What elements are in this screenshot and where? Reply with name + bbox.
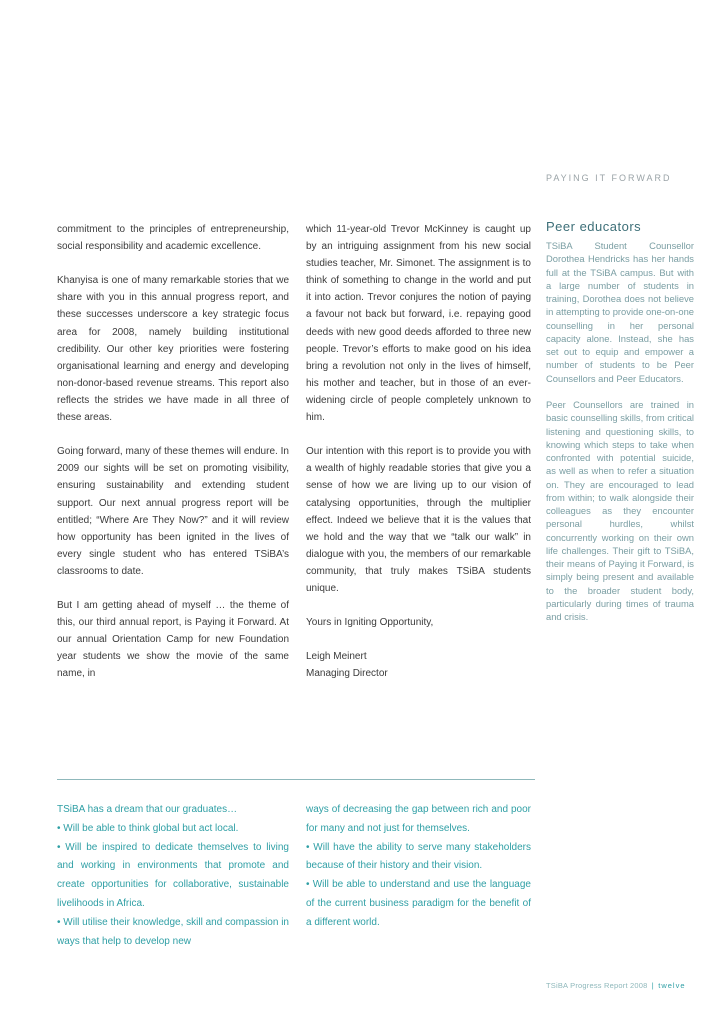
sidebar-paragraph: TSiBA Student Counsellor Dorothea Hendricks has her hands full at the TSiBA campus. But with a large number of students in training, Dorothea does not believe in attempting to provide one-on-one counselling in her personal capacity alone. Instead, she has set out to equip and empower a number of students to be Peer Counsellors and Peer Educators. (546, 240, 695, 384)
body-paragraph: But I am getting ahead of myself … the theme of this, our third annual report, is Paying it Forward. At our annual Orientation Camp for new Foundation year students we show the movie of the same name, in (57, 600, 289, 680)
signature-name: Leigh Meinert (306, 651, 367, 663)
dream-column-2 (306, 801, 531, 933)
dream-line: • Will be inspired to dedicate themselves to living and working in environments that promote and create opportunities for collaborative, sustainable livelihoods in Africa. (57, 841, 289, 909)
sidebar-peer-educators (546, 219, 694, 637)
dream-line: ways of decreasing the gap between rich and poor for many and not just for themselves. (306, 804, 531, 834)
footer-separator: | (651, 981, 654, 990)
section-heading: PAYING IT FORWARD (546, 173, 672, 183)
divider (57, 779, 535, 780)
body-paragraph: Yours in Igniting Opportunity, (306, 617, 434, 629)
dream-line: • Will be able to think global but act local. (57, 822, 239, 834)
dream-line: • Will be able to understand and use the language of the current business paradigm for the benefit of a different world. (306, 879, 531, 928)
body-paragraph: commitment to the principles of entrepreneurship, social responsibility and academic excellence. (57, 224, 289, 253)
page-number: twelve (658, 981, 686, 990)
body-paragraph: Our intention with this report is to provide you with a wealth of highly readable stories that give you a sense of how we are living up to our vision of catalysing opportunities, through the multiplier effect. Indeed we believe that it is the values that we hold and the way that we “talk our walk” in dialogue with you, the members of our remarkable community, that truly makes TSiBA students unique. (306, 446, 531, 594)
letter-column-1 (57, 221, 289, 700)
body-paragraph: Going forward, many of these themes will endure. In 2009 our sights will be set on promoting visibility, ensuring sustainability and extending student support. Our next annual progress report will be entitled; “Where Are They Now?” and it will review how opportunity has been ignited in the lives of every single student who has entered TSiBA’s classrooms to date. (57, 446, 289, 577)
report-name: TSiBA Progress Report 2008 (546, 981, 648, 990)
body-paragraph: which 11-year-old Trevor McKinney is caught up by an intriguing assignment from his new social studies teacher, Mr. Simonet. The assignment is to think of something to change in the world and put it into action. Trevor conjures the notion of paying a favour not back but forward, i.e. repaying good deeds with new good deeds afforded to three new people. Trevor’s efforts to make good on his idea bring a revolution not only in the lives of himself, his mother and teacher, but in those of an ever-widening circle of people completely unknown to him. (306, 224, 531, 424)
sidebar-title: Peer educators (546, 219, 642, 234)
letter-column-2 (306, 221, 531, 683)
dream-line: • Will utilise their knowledge, skill and compassion in ways that help to develop new (57, 916, 289, 947)
dream-line: TSiBA has a dream that our graduates… (57, 804, 238, 815)
dream-line: • Will have the ability to serve many stakeholders because of their history and their vision. (306, 841, 531, 872)
page-footer (546, 981, 716, 990)
signature-title: Managing Director (306, 668, 388, 680)
body-paragraph: Khanyisa is one of many remarkable stories that we share with you in this annual progress report, and these successes underscore a key strategic focus area for 2008, namely building institutional credibility. Our other key priorities were fostering organisational learning and energy and developing non-donor-based revenue streams. This report also reflects the strides we have made in all three of these areas. (57, 275, 289, 424)
sidebar-paragraph: Peer Counsellors are trained in basic counselling skills, from critical listening and questioning skills, to knowing which steps to take when confronted with potential suicide, as well as when to refer a situation on. They are encouraged to lead from within; to walk alongside their colleagues as they encounter personal hurdles, whilst concurrently working on their own life challenges. Their gift to TSiBA, their means of Paying it Forward, is simply being present and available to the broader student body, particularly during times of trauma and crisis. (546, 399, 694, 622)
dream-column-1 (57, 801, 289, 951)
